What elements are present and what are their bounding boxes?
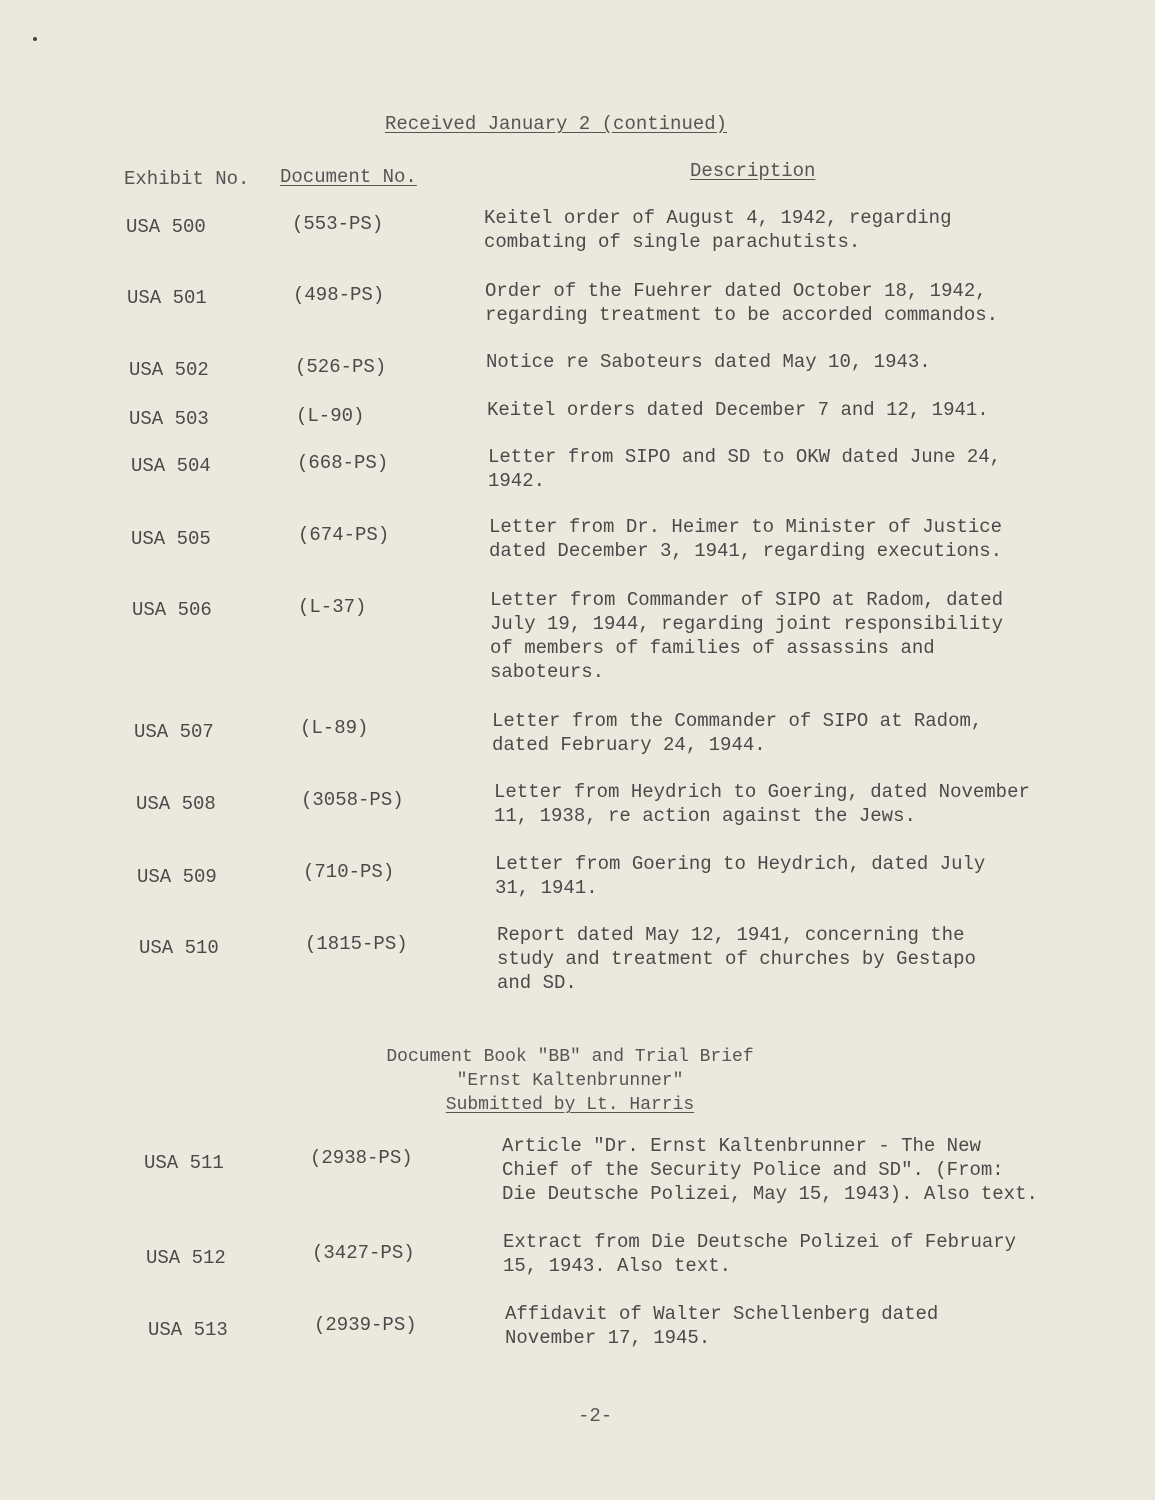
description: Letter from Commander of SIPO at Radom, dated July 19, 1944, regarding joint responsibility of members of families of assassins and saboteurs. — [490, 589, 1004, 683]
document-number: (710-PS) — [303, 861, 395, 883]
exhibit-number: USA 508 — [136, 793, 216, 815]
description: Keitel orders dated December 7 and 12, 1941. — [487, 399, 989, 421]
description: Order of the Fuehrer dated October 18, 1942, regarding treatment to be accorded commandos. — [485, 280, 999, 326]
document-number: (L-37) — [298, 596, 367, 618]
document-number: (L-89) — [300, 717, 369, 739]
exhibit-number: USA 512 — [146, 1247, 226, 1269]
description: Letter from Heydrich to Goering, dated November 11, 1938, re action against the Jews. — [494, 781, 1030, 827]
description: Article "Dr. Ernst Kaltenbrunner - The New Chief of the Security Police and SD". (From: Die Deutsche Polizei, May 15, 1943). Also text. — [502, 1135, 1038, 1205]
section-heading-line3: Submitted by Lt. Harris — [445, 1095, 695, 1115]
document-number: (3427-PS) — [312, 1242, 415, 1264]
document-number: (3058-PS) — [301, 789, 404, 811]
column-header-description: Description — [690, 160, 816, 182]
document-number: (553-PS) — [292, 213, 384, 235]
description: Keitel order of August 4, 1942, regarding combating of single parachutists. — [484, 207, 952, 253]
exhibit-number: USA 502 — [129, 359, 209, 381]
document-number: (L-90) — [296, 405, 365, 427]
column-header-document: Document No. — [280, 166, 417, 188]
exhibit-number: USA 507 — [134, 721, 214, 743]
document-number: (2939-PS) — [314, 1314, 417, 1336]
column-header-exhibit: Exhibit No. — [124, 168, 250, 190]
description: Letter from SIPO and SD to OKW dated June 24, 1942. — [488, 446, 1002, 492]
exhibit-number: USA 510 — [139, 937, 219, 959]
section-heading — [340, 1045, 800, 1117]
document-number: (1815-PS) — [305, 933, 408, 955]
document-number: (674-PS) — [298, 524, 390, 546]
section-heading-line1: Document Book "BB" and Trial Brief — [386, 1047, 754, 1067]
document-number: (526-PS) — [295, 356, 387, 378]
exhibit-number: USA 505 — [131, 528, 211, 550]
exhibit-number: USA 500 — [126, 216, 206, 238]
description: Letter from Dr. Heimer to Minister of Justice dated December 3, 1941, regarding executions. — [489, 516, 1003, 562]
exhibit-number: USA 506 — [132, 599, 212, 621]
exhibit-number: USA 504 — [131, 455, 211, 477]
document-number: (498-PS) — [293, 284, 385, 306]
document-number: (668-PS) — [297, 452, 389, 474]
ink-speck — [33, 37, 37, 41]
exhibit-number: USA 513 — [148, 1319, 228, 1341]
document-number: (2938-PS) — [310, 1147, 413, 1169]
section-heading-line2: "Ernst Kaltenbrunner" — [456, 1071, 684, 1091]
description: Letter from Goering to Heydrich, dated July 31, 1941. — [495, 853, 986, 899]
exhibit-number: USA 501 — [127, 287, 207, 309]
exhibit-number: USA 503 — [129, 408, 209, 430]
page-title: Received January 2 (continued) — [385, 113, 728, 135]
exhibit-number: USA 511 — [144, 1152, 224, 1174]
description: Extract from Die Deutsche Polizei of February 15, 1943. Also text. — [503, 1231, 1017, 1277]
description: Notice re Saboteurs dated May 10, 1943. — [486, 351, 931, 373]
page-number: -2- — [578, 1405, 613, 1427]
description: Affidavit of Walter Schellenberg dated November 17, 1945. — [505, 1303, 939, 1349]
description: Letter from the Commander of SIPO at Radom, dated February 24, 1944. — [492, 710, 983, 756]
exhibit-number: USA 509 — [137, 866, 217, 888]
description: Report dated May 12, 1941, concerning the study and treatment of churches by Gestapo and SD. — [497, 924, 976, 994]
